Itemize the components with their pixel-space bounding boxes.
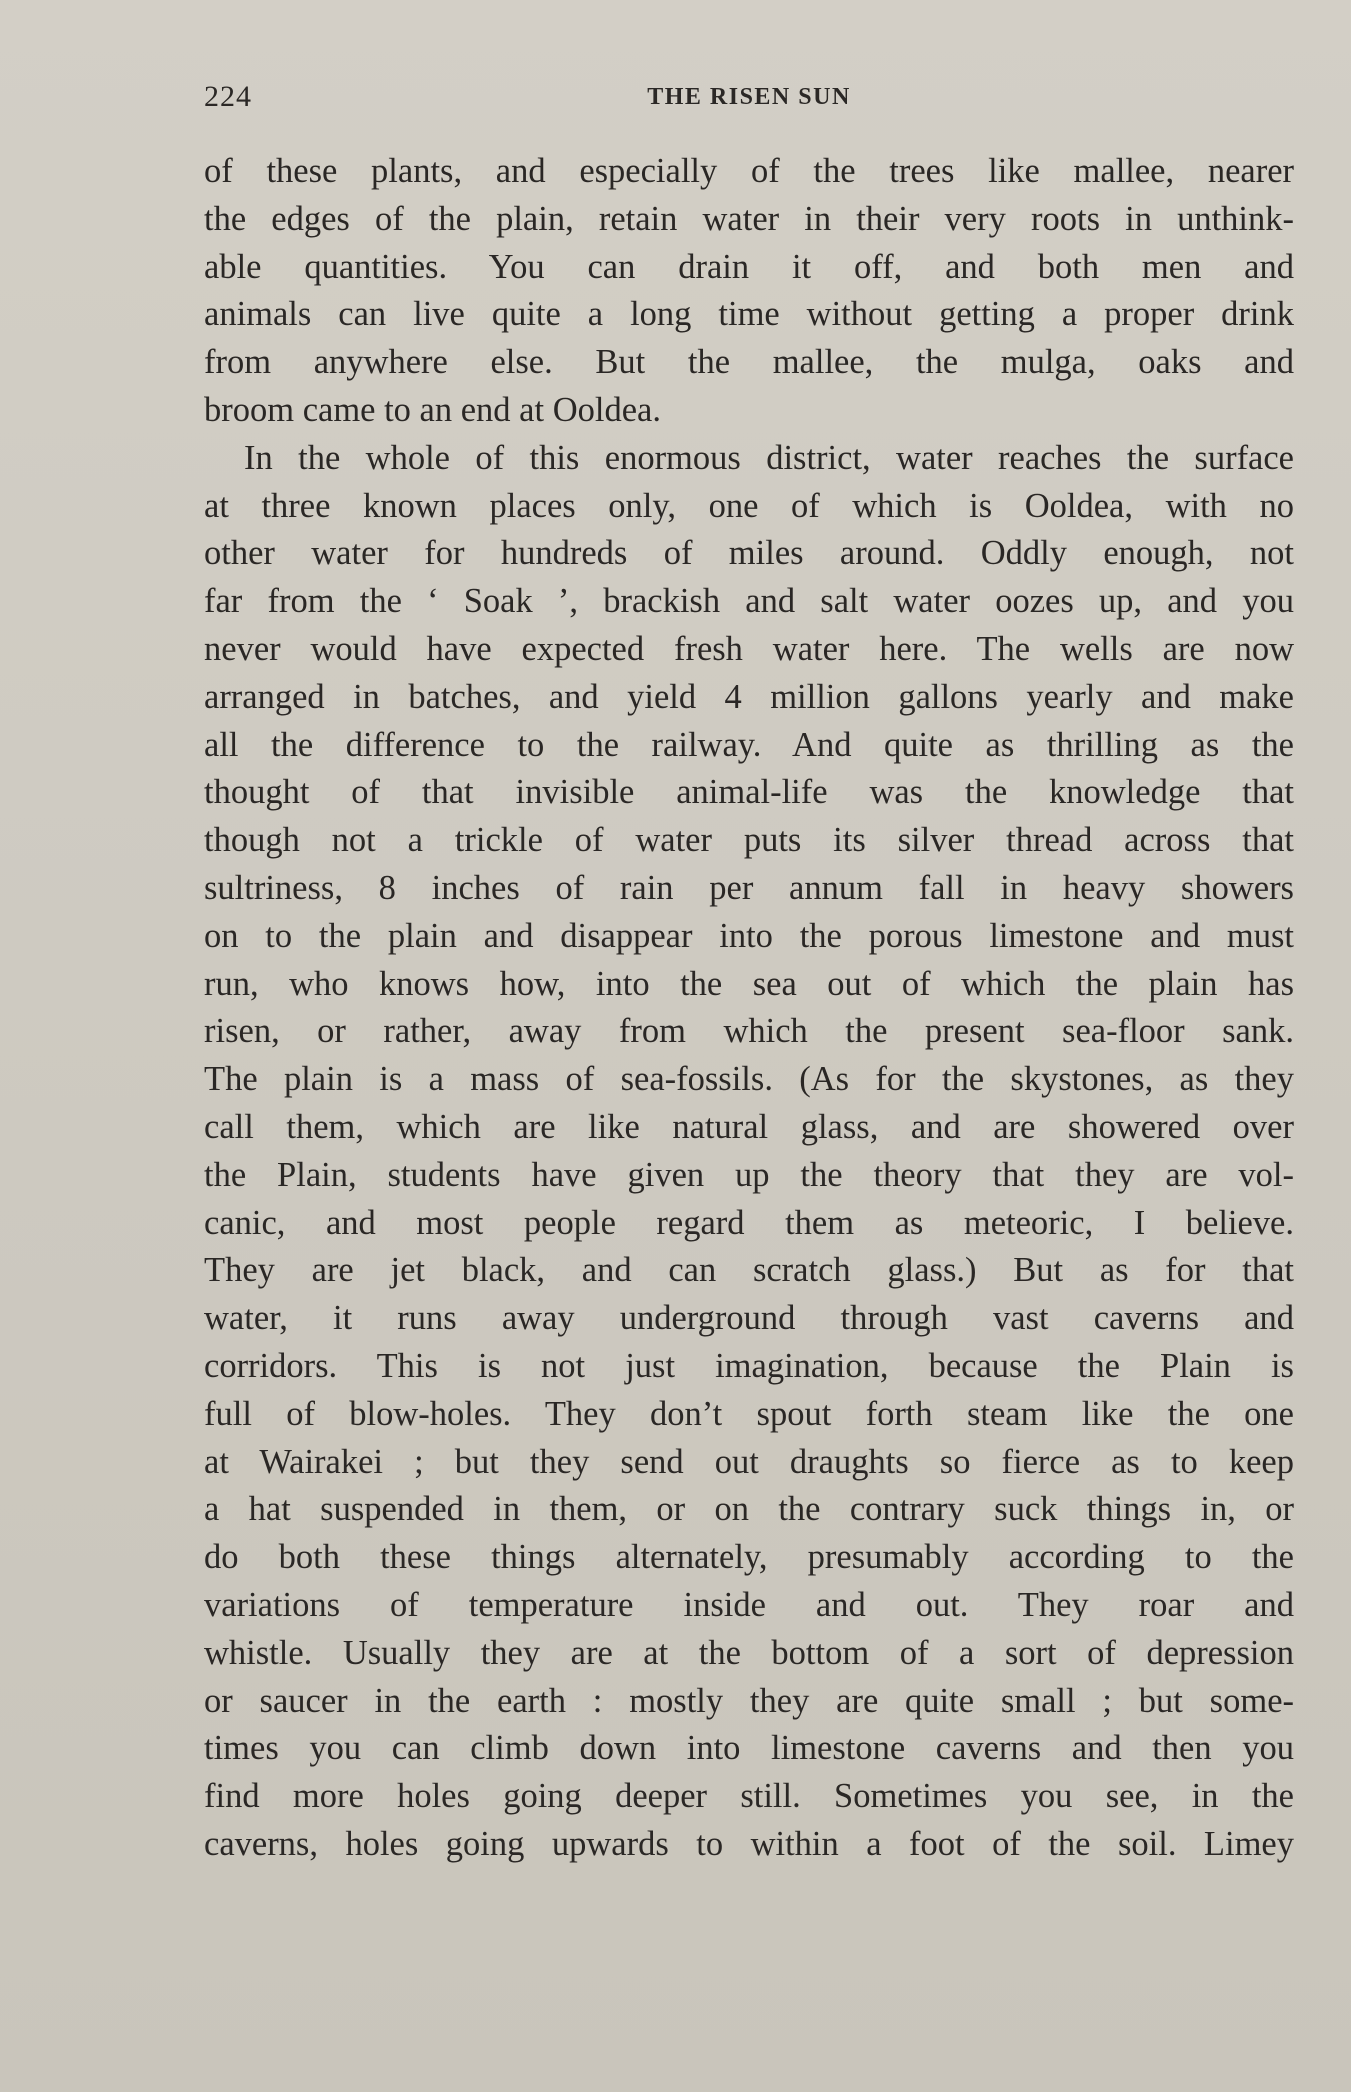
paragraph-2 xyxy=(204,435,1294,1869)
text-line: a hat suspended in them, or on the contrary suck things in, or xyxy=(204,1490,1294,1529)
text-line: on to the plain and disappear into the porous limestone and must xyxy=(204,916,1294,955)
running-head: THE RISEN SUN xyxy=(647,84,851,110)
text-line: all the difference to the railway. And quite as thrilling as the xyxy=(204,725,1294,764)
page-number: 224 xyxy=(204,80,252,113)
text-line: In the whole of this enormous district, water reaches the surface xyxy=(244,438,1294,477)
text-line: corridors. This is not just imagination, because the Plain is xyxy=(204,1346,1294,1385)
text-line: do both these things alternately, presumably according to the xyxy=(204,1538,1294,1577)
text-line: They are jet black, and can scratch glass.) But as for that xyxy=(204,1251,1294,1290)
body-text xyxy=(204,148,1294,1869)
text-line: or saucer in the earth : mostly they are quite small ; but some- xyxy=(204,1681,1294,1720)
text-line: full of blow-holes. They don’t spout forth steam like the one xyxy=(204,1394,1294,1433)
text-line: find more holes going deeper still. Sometimes you see, in the xyxy=(204,1777,1294,1816)
text-line: run, who knows how, into the sea out of which the plain has xyxy=(204,964,1294,1003)
text-line: though not a trickle of water puts its silver thread across that xyxy=(204,821,1294,860)
text-line: whistle. Usually they are at the bottom of a sort of depression xyxy=(204,1633,1294,1672)
paragraph-1 xyxy=(204,148,1294,435)
text-line: animals can live quite a long time without getting a proper drink xyxy=(204,295,1294,334)
text-line: far from the ‘ Soak ’, brackish and salt water oozes up, and you xyxy=(204,582,1294,621)
text-line: the edges of the plain, retain water in their very roots in unthink- xyxy=(204,199,1294,238)
text-line: canic, and most people regard them as meteoric, I believe. xyxy=(204,1203,1294,1242)
text-line: times you can climb down into limestone caverns and then you xyxy=(204,1729,1294,1768)
text-line: from anywhere else. But the mallee, the mulga, oaks and xyxy=(204,343,1294,382)
text-line: risen, or rather, away from which the present sea-floor sank. xyxy=(204,1012,1294,1051)
text-line: able quantities. You can drain it off, and both men and xyxy=(204,247,1294,286)
text-line: of these plants, and especially of the trees like mallee, nearer xyxy=(204,152,1294,190)
text-line: at Wairakei ; but they send out draughts so fierce as to keep xyxy=(204,1442,1294,1481)
text-line: never would have expected fresh water here. The wells are now xyxy=(204,629,1294,668)
text-line: thought of that invisible animal-life was the knowledge that xyxy=(204,773,1294,812)
text-line: call them, which are like natural glass, and are showered over xyxy=(204,1107,1294,1146)
text-line: other water for hundreds of miles around. Oddly enough, not xyxy=(204,534,1294,573)
text-line: water, it runs away underground through vast caverns and xyxy=(204,1299,1294,1338)
text-line: arranged in batches, and yield 4 million gallons yearly and make xyxy=(204,677,1294,716)
text-line: at three known places only, one of which is Ooldea, with no xyxy=(204,486,1294,525)
text-line: variations of temperature inside and out. They roar and xyxy=(204,1585,1294,1624)
page-header xyxy=(204,80,1294,120)
text-line: The plain is a mass of sea-fossils. (As for the skystones, as they xyxy=(204,1060,1294,1099)
text-line: the Plain, students have given up the theory that they are vol- xyxy=(204,1155,1294,1194)
text-line: caverns, holes going upwards to within a foot of the soil. Limey xyxy=(204,1824,1294,1863)
text-line: broom came to an end at Ooldea. xyxy=(204,390,661,429)
text-line: sultriness, 8 inches of rain per annum fall in heavy showers xyxy=(204,868,1294,907)
